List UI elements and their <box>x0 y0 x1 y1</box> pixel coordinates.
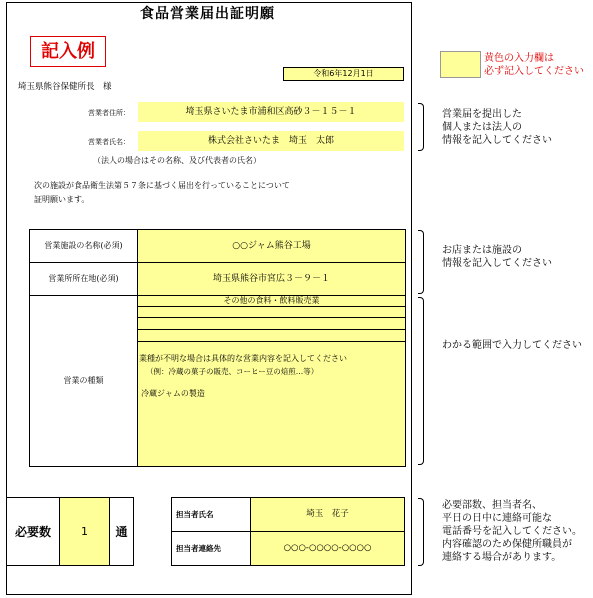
facility-note <box>442 244 552 270</box>
legend-line-2: 必ず記入してください <box>484 66 584 77</box>
request-line-2: 証明願います。 <box>34 195 90 204</box>
date-field[interactable]: 令和6年12月1日 <box>283 67 404 81</box>
facility-name-field[interactable]: ○○ジャム熊谷工場 <box>138 230 405 262</box>
contact-note-line-1: 必要部数、担当者名、 <box>442 500 542 511</box>
business-type-row-4[interactable] <box>138 330 405 342</box>
contact-person-field[interactable]: 埼玉 花子 <box>251 498 404 531</box>
contact-note-line-3: 電話番号を記入してください。 <box>442 526 582 537</box>
applicant-note-line-3: 情報を記入してください <box>442 135 552 146</box>
contact-note-line-5: 連絡する場合があります。 <box>442 552 562 563</box>
facility-note-line-1: お店または施設の <box>442 245 522 256</box>
applicant-note-line-1: 営業届を提出した <box>442 109 522 120</box>
contact-bracket <box>418 498 424 566</box>
business-type-row-1[interactable]: その他の食料・飲料販売業 <box>138 296 405 307</box>
business-type-row-2[interactable] <box>138 307 405 318</box>
sample-stamp: 記入例 <box>30 36 106 67</box>
business-type-row-3[interactable] <box>138 318 405 330</box>
applicant-note <box>442 108 552 147</box>
business-type-label: 営業の種類 <box>63 376 104 385</box>
contact-person-label: 担当者氏名 <box>176 509 214 519</box>
copies-unit: 通 <box>115 524 128 539</box>
contact-phone-field[interactable]: ○○○-○○○○-○○○○ <box>251 532 404 565</box>
facility-note-line-2: 情報を記入してください <box>442 258 552 269</box>
legend-line-1: 黄色の入力欄は <box>484 53 554 64</box>
name-field[interactable]: 株式会社さいたま 埼玉 太郎 <box>138 131 404 151</box>
name-label: 営業者氏名： <box>88 138 130 146</box>
facility-bracket <box>418 230 424 294</box>
business-type-note-1: 業種が不明な場合は具体的な営業内容を記入してください <box>139 354 347 363</box>
facility-location-label: 営業所所在地(必須) <box>48 274 119 283</box>
copies-label: 必要数 <box>14 524 51 539</box>
legend-swatch <box>440 51 481 78</box>
facility-location-field[interactable]: 埼玉県熊谷市宮広３－９－１ <box>138 263 405 295</box>
copies-field[interactable]: 1 <box>60 498 109 565</box>
contact-note-line-4: 内容確認のため保健所職員が <box>442 539 572 550</box>
type-bracket <box>418 297 424 465</box>
contact-note-line-2: 平日の日中に連絡可能な <box>442 513 552 524</box>
address-field[interactable]: 埼玉県さいたま市浦和区高砂３－１５－１ <box>138 102 404 122</box>
request-line-1: 次の施設が食品衛生法第５７条に基づく届出を行っていることについて <box>34 181 290 190</box>
type-note: わかる範囲で入力してください <box>442 340 582 351</box>
form-title: 食品営業届出証明願 <box>140 6 275 22</box>
business-type-detail-field[interactable] <box>138 342 405 466</box>
address-label: 営業者住所： <box>88 109 130 117</box>
applicant-note-line-2: 個人または法人の <box>442 122 522 133</box>
contact-phone-label: 担当者連絡先 <box>176 543 221 553</box>
facility-name-label: 営業施設の名称(必須) <box>44 241 123 250</box>
business-type-detail: 冷蔵ジャムの製造 <box>141 389 205 398</box>
applicant-bracket <box>418 103 424 151</box>
corp-note: （法人の場合はその名称、及び代表者の氏名） <box>93 156 261 165</box>
addressee: 埼玉県熊谷保健所長 様 <box>18 82 112 92</box>
contact-note <box>442 499 582 564</box>
business-type-note-2: （例：冷蔵の菓子の販売、コーヒー豆の焙煎…等） <box>146 367 319 376</box>
